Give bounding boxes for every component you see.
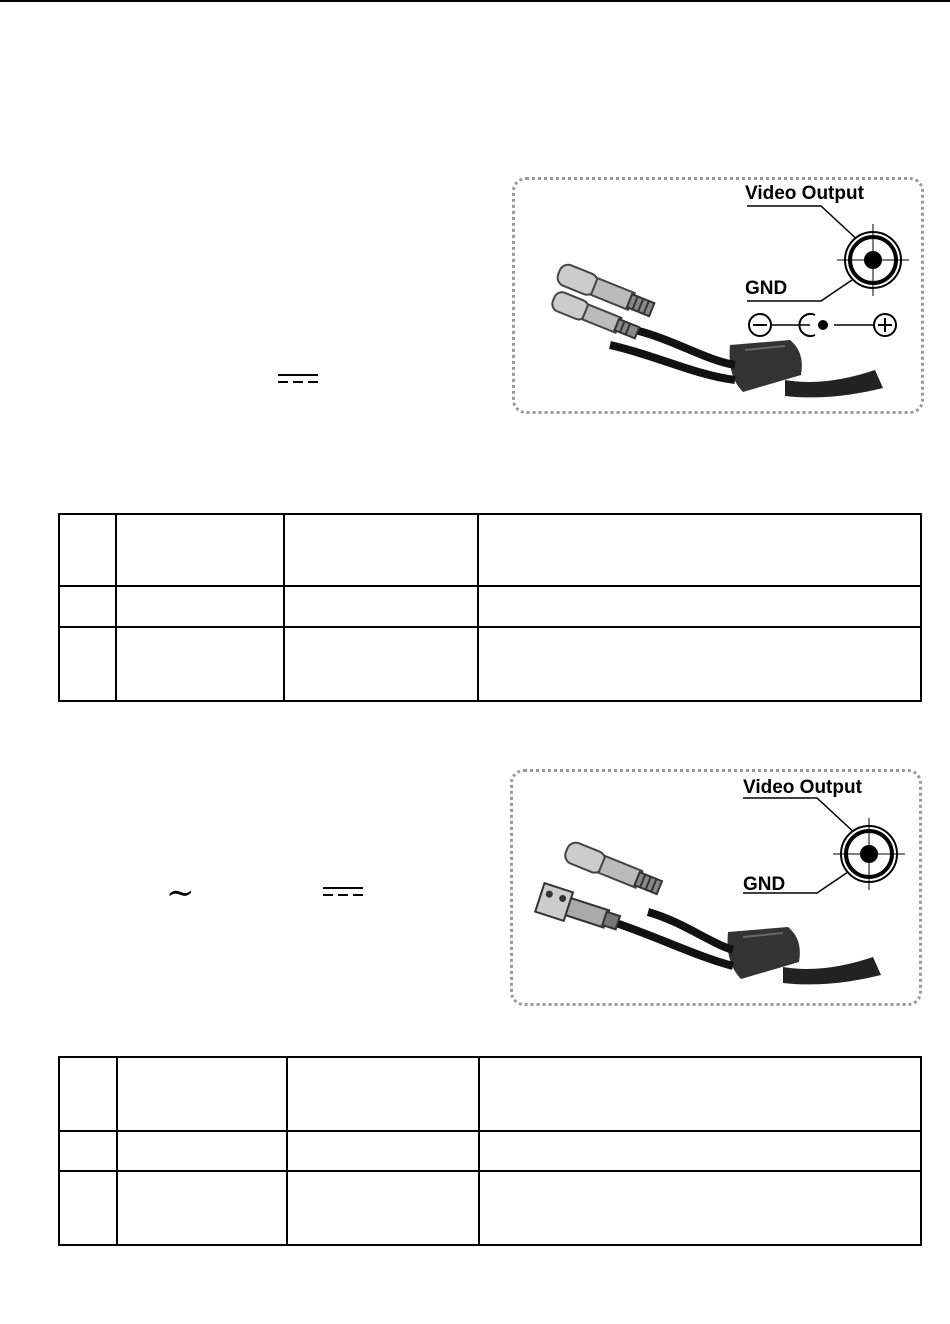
table-row [59, 627, 921, 701]
connector-diagram-ac-dc [510, 769, 922, 1006]
dc-power-symbol-icon [323, 887, 363, 901]
header-rule [0, 0, 950, 2]
table-row [59, 1057, 921, 1131]
spec-table-bottom [58, 1056, 922, 1246]
gnd-label: GND [743, 874, 786, 895]
dc-power-symbol-icon [278, 374, 318, 388]
video-output-label: Video Output [743, 777, 862, 798]
table-row [59, 586, 921, 627]
gnd-label: GND [745, 278, 788, 299]
spec-table-top [58, 513, 922, 702]
table-row [59, 1131, 921, 1171]
connector-diagram-dc [512, 177, 924, 414]
table-row [59, 514, 921, 586]
table-row [59, 1171, 921, 1245]
video-output-label: Video Output [745, 183, 864, 204]
ac-power-symbol-icon: ∼ [166, 873, 195, 913]
